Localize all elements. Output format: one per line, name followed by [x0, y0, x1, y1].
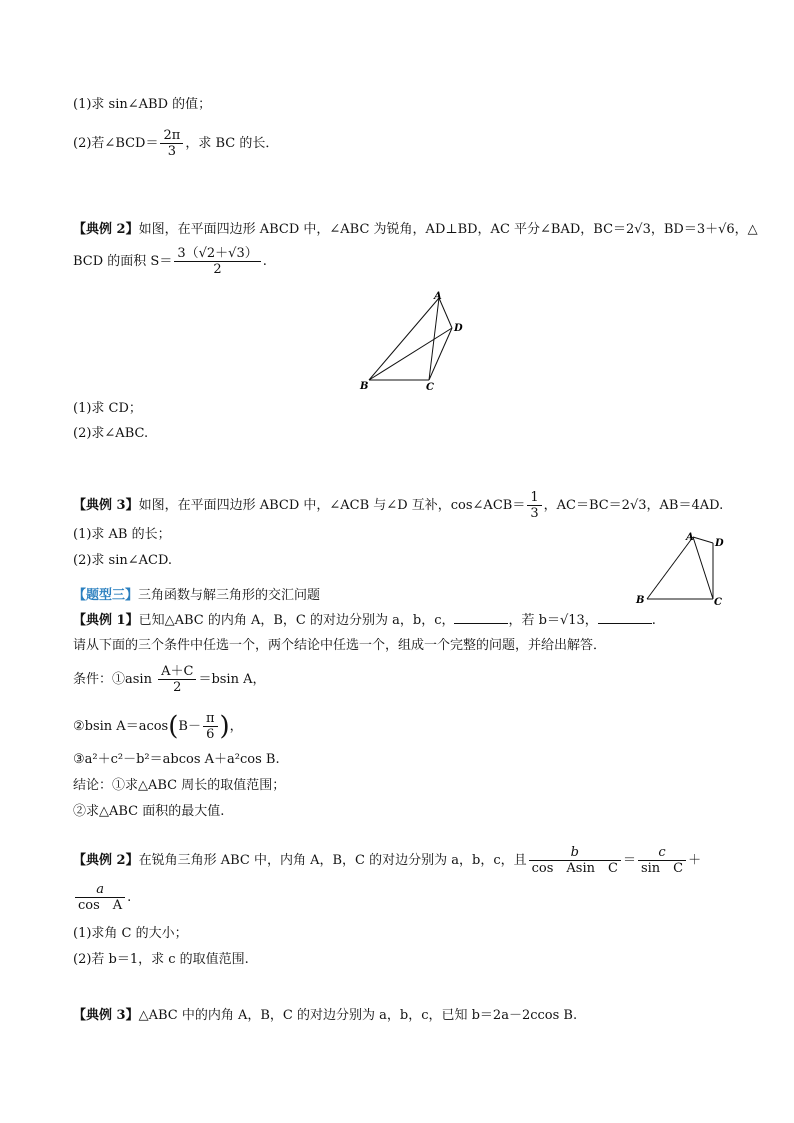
label-b: B: [636, 595, 645, 606]
q2-marker: (2): [73, 136, 92, 151]
area-pre: BCD 的面积 S＝: [73, 254, 173, 269]
t3-example-2-line2: [73, 882, 131, 913]
t3-example-1-statement: [73, 611, 656, 630]
cond2-inner: B－: [178, 719, 201, 734]
conclusion-2: ②求△ABC 面积的最大值.: [73, 804, 225, 819]
example-3-q1: (1)求 AB 的长；: [73, 527, 171, 542]
t3-example-2-q1: (1)求角 C 的大小；: [73, 926, 188, 941]
label-b: B: [360, 381, 369, 392]
cond1-post: ＝bsin A，: [198, 672, 266, 687]
end-dot: .: [127, 890, 132, 905]
example-tag: 【典例 1】: [73, 613, 139, 628]
fraction-c: [638, 845, 686, 876]
cos-den: 3: [527, 505, 541, 521]
f1-num: b: [570, 845, 579, 860]
cos-fraction: [527, 490, 541, 521]
cond1-den: 2: [158, 679, 196, 695]
q1-marker: (1): [73, 97, 92, 112]
condition-2: ②bsin A＝acos(B－ $\frac{\pi}{6}$ )，: [73, 711, 243, 742]
area-fraction: [174, 246, 260, 277]
q2-pre: 若∠BCD＝: [91, 136, 159, 151]
example-2-q1: (1)求 CD；: [73, 401, 142, 416]
edge-ac: [693, 537, 713, 599]
frac-num: 2π: [163, 128, 181, 143]
f2-num: c: [658, 845, 666, 860]
answer-blank-2[interactable]: [598, 611, 652, 624]
fraction-a: [75, 882, 125, 913]
example-tag: 【典例 2】: [73, 853, 139, 868]
example-3-text-post: ，AC＝BC＝2√3，AB＝4AD.: [543, 498, 724, 513]
cos-num: 1: [530, 490, 539, 505]
cond2-fraction: [203, 711, 218, 742]
f2-den: sin C: [638, 860, 686, 876]
example-tag: 【典例 3】: [73, 498, 139, 513]
example-2-statement: [73, 221, 758, 239]
label-c: C: [426, 382, 434, 393]
fraction-2pi-3: [160, 128, 183, 159]
label-a: A: [686, 532, 694, 543]
f1-den: cos Asin C: [529, 860, 621, 876]
topic-3-heading: [73, 587, 320, 605]
equals-sign: ＝: [622, 853, 636, 868]
edge-ba: [647, 537, 693, 599]
area-den: 2: [174, 261, 260, 277]
edge-bd: [369, 328, 452, 380]
f3-num: a: [96, 882, 104, 897]
t3-example-2-statement: [73, 845, 701, 876]
cond1-fraction: [158, 664, 196, 695]
cond1-num: A＋C: [161, 664, 194, 679]
example-tag: 【典例 2】: [73, 222, 139, 237]
question-1: [73, 96, 211, 114]
example-3-statement: [73, 490, 723, 521]
condition-1: [73, 664, 265, 695]
label-c: C: [714, 597, 722, 608]
example-3-text-pre: 如图，在平面四边形 ABCD 中，∠ACB 与∠D 互补，cos∠ACB＝: [138, 498, 526, 513]
quadrilateral-figure-2: [630, 530, 730, 610]
q1-text: 求 sin∠ABD 的值；: [91, 97, 212, 112]
plus-sign: ＋: [688, 853, 702, 868]
f3-den: cos A: [75, 897, 125, 913]
example-3-q2: (2)求 sin∠ACD.: [73, 553, 173, 568]
example-tag: 【典例 3】: [73, 1008, 139, 1023]
cond2-num: π: [205, 711, 215, 726]
edge-ad: [693, 537, 713, 543]
t3-example-3-statement: [73, 1007, 577, 1025]
question-2: [73, 128, 278, 159]
edge-ba: [369, 298, 439, 380]
t3ex1-text-post: .: [651, 613, 656, 628]
cond2-post: ，: [229, 719, 243, 734]
t3ex2-text-pre: 在锐角三角形 ABC 中，内角 A，B，C 的对边分别为 a，b，c，且: [138, 853, 527, 868]
example-2-q2: (2)求∠ABC.: [73, 426, 149, 441]
quadrilateral-figure-1: [355, 290, 470, 395]
area-post: .: [262, 254, 267, 269]
t3-example-2-q2: (2)若 b＝1，求 c 的取值范围.: [73, 952, 249, 967]
conclusion-1: 结论：①求△ABC 周长的取值范围；: [73, 778, 286, 793]
label-a: A: [434, 291, 442, 302]
topic-tag: 【题型三】: [73, 588, 139, 603]
edge-ad: [439, 298, 452, 328]
example-2-line2: [73, 246, 267, 277]
topic-title: 三角函数与解三角形的交汇问题: [138, 588, 321, 603]
label-d: D: [454, 323, 463, 334]
cond2-pre: ②bsin A＝acos: [73, 719, 169, 734]
area-num: 3（√2＋√3）: [177, 246, 258, 261]
t3-example-1-instruction: 请从下面的三个条件中任选一个，两个结论中任选一个，组成一个完整的问题，并给出解答．: [73, 638, 607, 653]
label-d: D: [715, 538, 724, 549]
example-2-line1: 如图，在平面四边形 ABCD 中，∠ABC 为锐角，AD⊥BD，AC 平分∠BAD，BC＝2√3，BD＝3＋√6，△: [138, 222, 758, 237]
q2-post: ，求 BC 的长．: [185, 136, 279, 151]
cond-label: 条件：①asin: [73, 672, 157, 687]
t3ex1-text-pre: 已知△ABC 的内角 A，B，C 的对边分别为 a，b，c，: [138, 613, 455, 628]
condition-3: ③a²＋c²－b²＝abcos A＋a²cos B.: [73, 752, 280, 767]
cond2-den: 6: [203, 726, 218, 742]
frac-den: 3: [160, 143, 183, 159]
t3ex3-text: △ABC 中的内角 A，B，C 的对边分别为 a，b，c，已知 b＝2a－2ccos B.: [138, 1008, 578, 1023]
fraction-b: [529, 845, 621, 876]
answer-blank-1[interactable]: [454, 611, 508, 624]
t3ex1-text-mid: ，若 b＝√13，: [508, 613, 598, 628]
